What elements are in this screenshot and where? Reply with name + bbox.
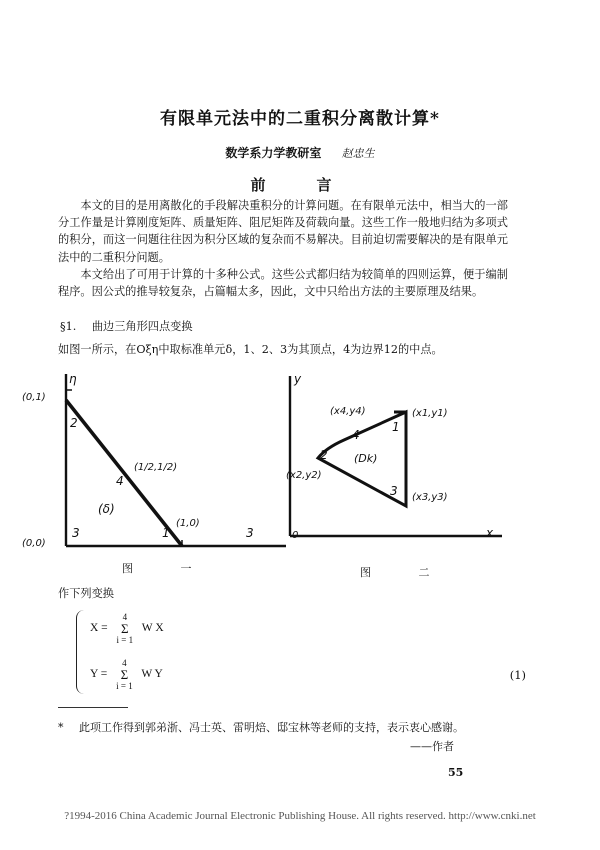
paragraph-2: 本文给出了可用于计算的十多种公式。这些公式都归结为较简单的四则运算，便于编制程序。因公式的推导较复杂，占篇幅太多，因此，文中只给出方法的主要原理及结果。 <box>58 268 508 299</box>
paper-title: 有限单元法中的二重积分离散计算* <box>160 109 440 129</box>
y-axis-label: y <box>294 372 302 386</box>
summation-y-upper: 4 <box>122 658 127 668</box>
footnote-text: 此项工作得到郭弟浙、冯士英、雷明焙、邸宝林等老师的支持，表示衷心感谢。 <box>79 721 464 734</box>
section-1-heading <box>60 318 193 334</box>
formula-brace <box>76 610 85 694</box>
eta-axis-label: η <box>69 372 77 386</box>
node-1-label: 1 <box>162 526 170 540</box>
footnote <box>58 719 464 735</box>
equation-x-lhs: X = <box>90 622 108 635</box>
region-label: (Dk) <box>354 452 378 465</box>
element-label: (δ) <box>98 502 115 516</box>
summation-y <box>116 658 133 691</box>
summation-x-symbol: Σ <box>121 621 129 636</box>
equation-x <box>90 612 164 645</box>
origin-label: 0 <box>292 530 299 541</box>
node-3-label: 3 <box>72 526 80 540</box>
author-line <box>0 144 600 161</box>
department: 数学系力学教研室 <box>225 146 322 160</box>
summation-x-lower: i = 1 <box>116 635 134 645</box>
figure-2-caption: 图 二 <box>360 566 452 579</box>
point-label-00: (0,0) <box>22 538 46 549</box>
equation-y <box>90 658 163 691</box>
figure-1-caption: 图 一 <box>122 562 214 575</box>
point-label-x2y2: (x2,y2) <box>286 470 322 481</box>
summation-x <box>117 612 134 645</box>
page-number: 55 <box>448 766 464 779</box>
section-text: 如图一所示，在Oξη中取标准单元δ，1、2、3为其顶点，4为边界12的中点。 <box>58 343 443 356</box>
figure-2 <box>278 368 514 582</box>
author-name: 赵忠生 <box>341 147 375 160</box>
hypotenuse-edge <box>66 400 182 546</box>
summation-y-symbol: Σ <box>120 667 129 682</box>
figure-1-drawing <box>36 370 299 580</box>
node-4-label: 4 <box>116 474 124 488</box>
point-label-01: (0,1) <box>22 392 46 403</box>
transform-formula <box>76 606 546 698</box>
paragraph-1: 本文的目的是用离散化的手段解决重积分的计算问题。在有限单元法中，相当大的一部分工作量是计算刚度矩阵、质量矩阵、阻尼矩阵及荷载向量。这些工作一般地归结为多项式的积分，而这一问题往往因为积分区域的复杂而不易解决。目前迫切需要解决的是有限单元法中的二重积分问题。 <box>58 199 508 264</box>
point-label-10: (1,0) <box>176 518 200 529</box>
node-4-label: 4 <box>352 428 360 442</box>
transform-intro: 作下列变换 <box>58 587 114 600</box>
equation-x-rhs: W X <box>141 622 164 635</box>
footnote-signature: ——作者 <box>410 740 454 753</box>
equation-y-rhs: W Y <box>141 668 163 681</box>
section-number: §1. <box>60 320 77 333</box>
point-label-x4y4: (x4,y4) <box>330 406 366 417</box>
section-title: 曲边三角形四点变换 <box>91 320 193 333</box>
node-2-label: 2 <box>320 448 328 462</box>
footnote-rule <box>58 707 128 708</box>
summation-x-upper: 4 <box>122 612 128 622</box>
equation-y-lhs: Y = <box>90 668 108 681</box>
section-heading-preface: 前 言 <box>250 176 350 194</box>
copyright-line: ?1994-2016 China Academic Journal Electronic Publishing House. All rights reserved. http://www.cnki.net <box>64 810 536 822</box>
equation-number: (1) <box>509 668 526 682</box>
point-label-x1y1: (x1,y1) <box>412 408 448 419</box>
midpoint-label: (1/2,1/2) <box>134 462 178 473</box>
summation-y-lower: i = 1 <box>116 681 133 691</box>
node-1-label: 1 <box>392 420 400 434</box>
point-label-x3y3: (x3,y3) <box>412 492 448 503</box>
node-2-label: 2 <box>70 416 78 430</box>
vertex-3-label: 3 <box>246 526 254 540</box>
footnote-marker: * <box>58 721 64 734</box>
node-3-label: 3 <box>390 484 398 498</box>
figure-1 <box>22 370 299 580</box>
x-axis-label: x <box>486 526 494 540</box>
